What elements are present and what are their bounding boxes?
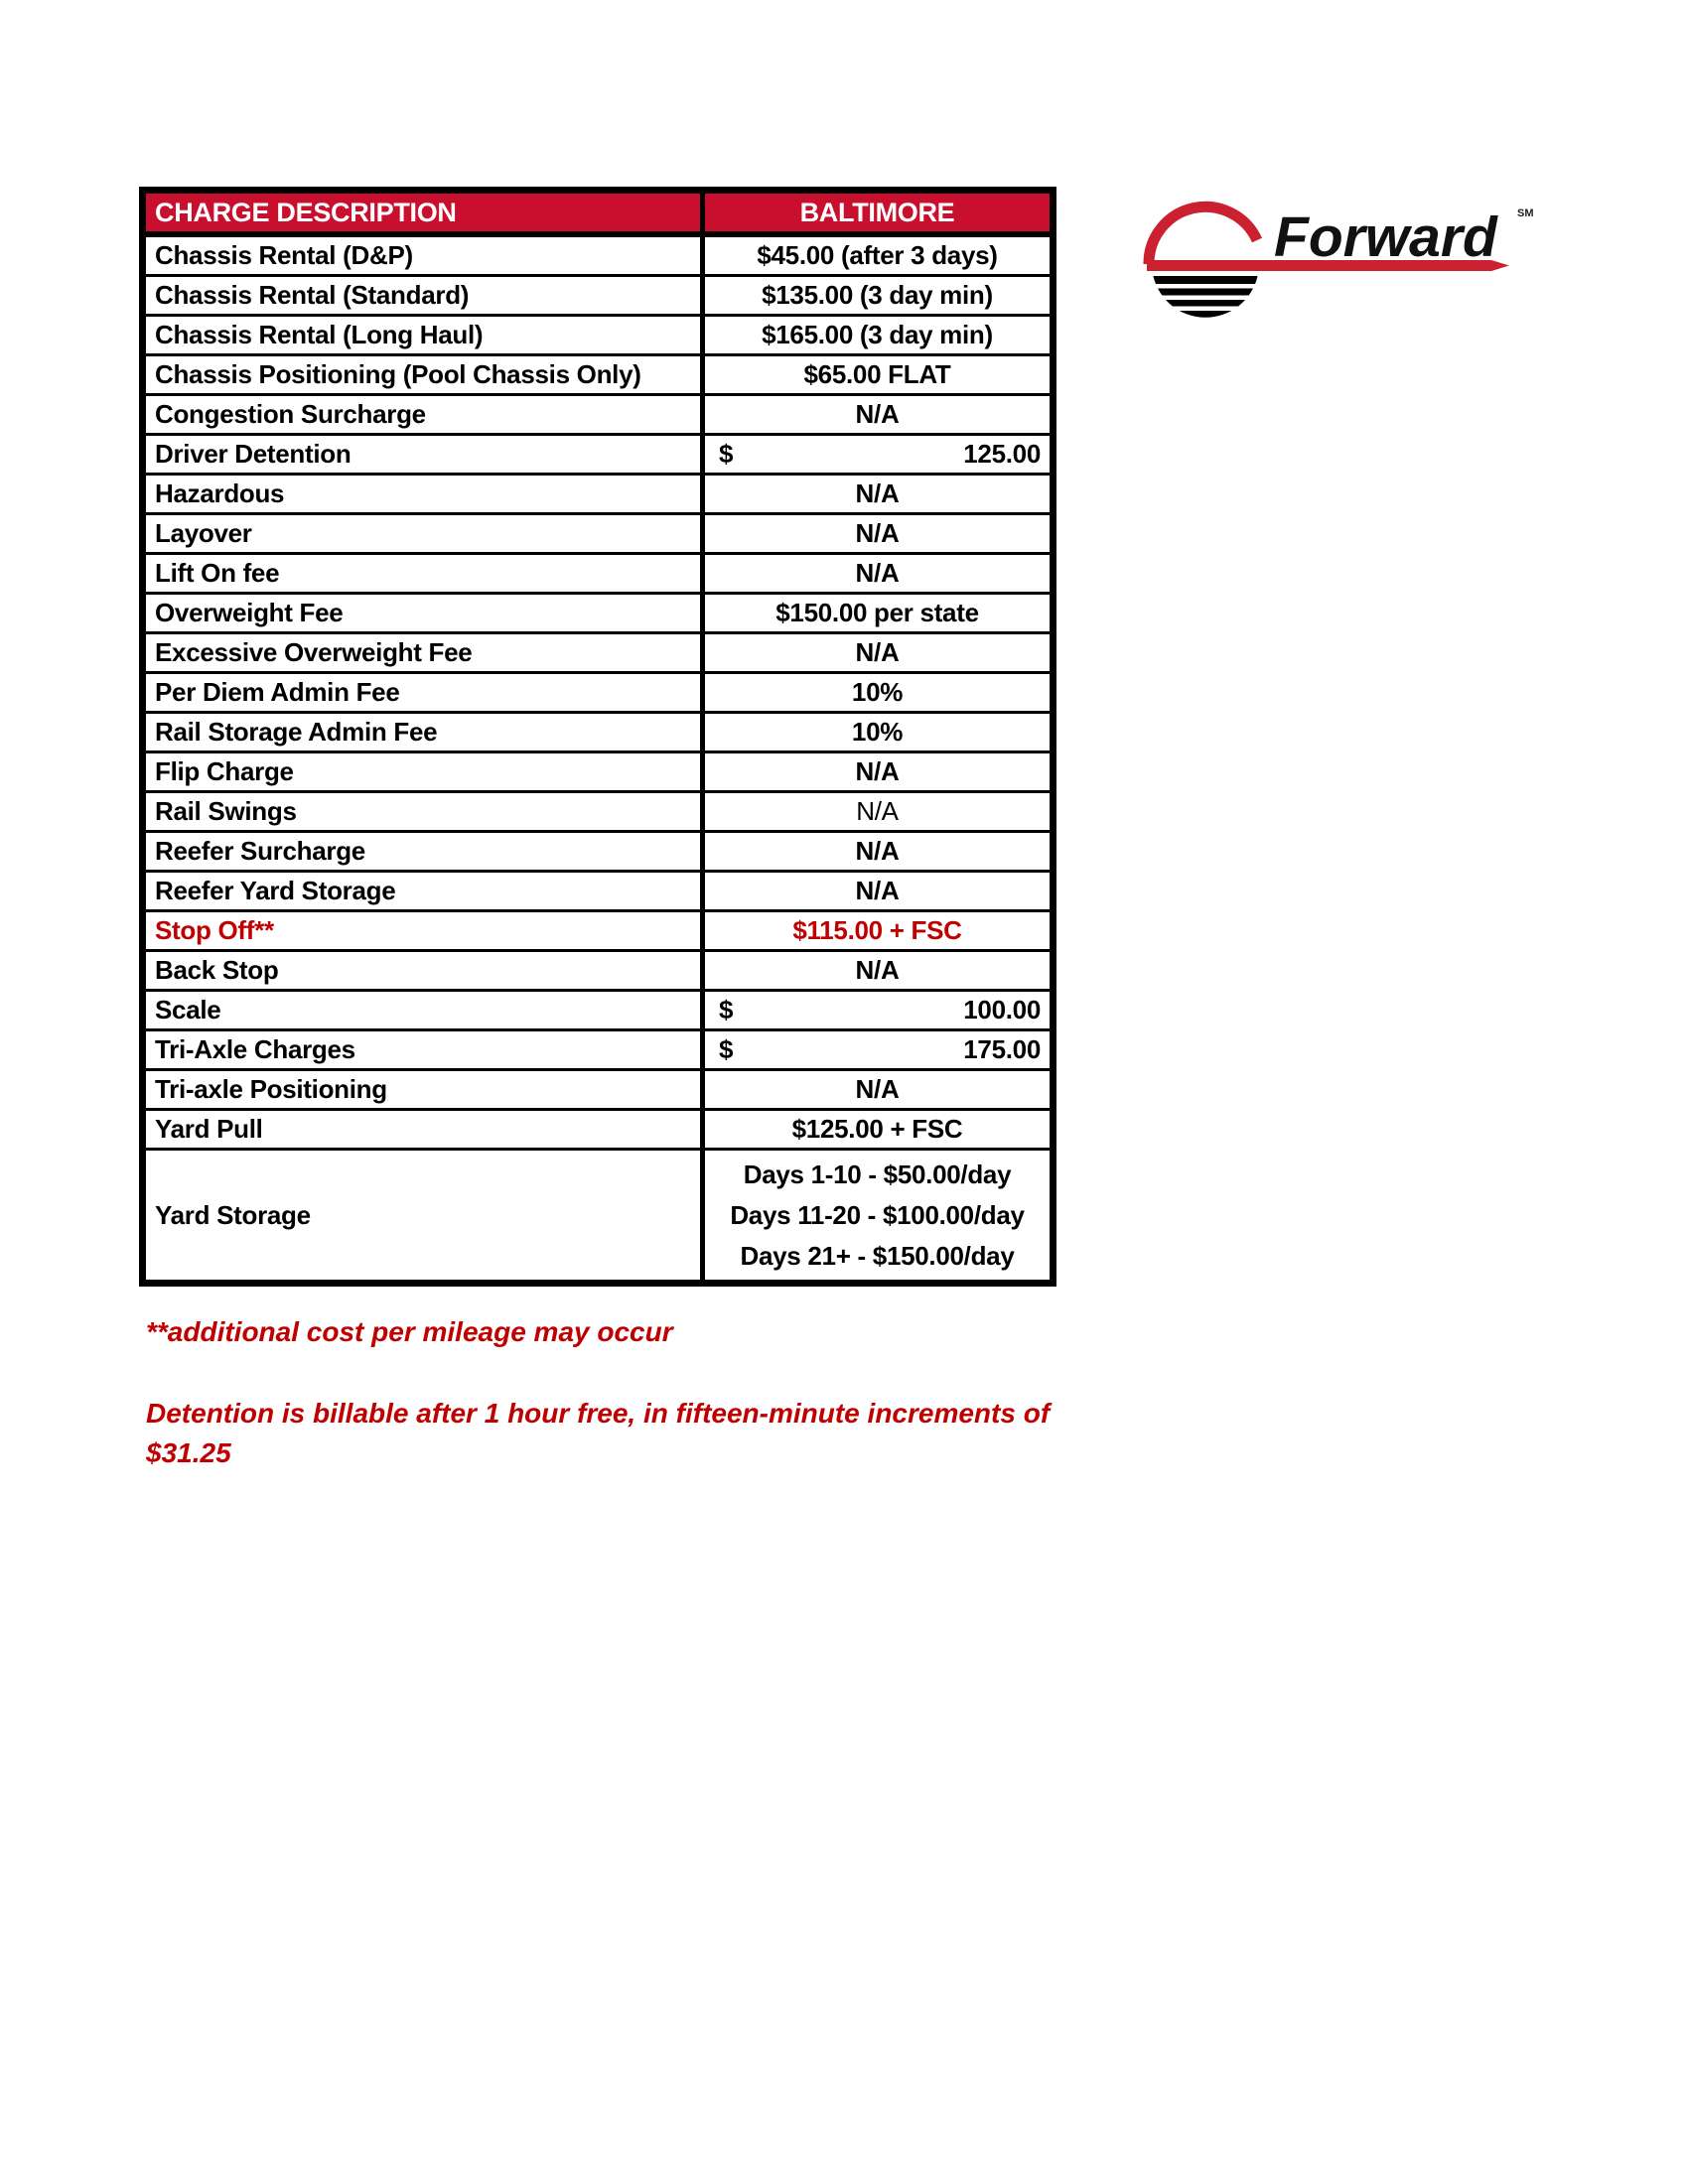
charge-value-cell: N/A <box>700 1071 1050 1108</box>
amount-value: 100.00 <box>963 995 1041 1024</box>
charge-value-cell: 10% <box>700 674 1050 711</box>
forward-air-logo <box>1132 189 1549 338</box>
amount-value: 175.00 <box>963 1034 1041 1064</box>
charge-value-cell <box>700 992 1050 1028</box>
charge-value-cell: N/A <box>700 555 1050 592</box>
value-line: Days 21+ - $150.00/day <box>740 1240 1015 1271</box>
table-row <box>146 912 1050 952</box>
charge-value-cell: $45.00 (after 3 days) <box>700 237 1050 274</box>
charge-value-cell: 10% <box>700 714 1050 751</box>
table-row <box>146 237 1050 277</box>
charge-description-cell: Overweight Fee <box>155 598 344 627</box>
value-line: Days 11-20 - $100.00/day <box>730 1199 1025 1230</box>
table-row <box>146 793 1050 833</box>
charge-description-cell: Flip Charge <box>155 756 294 786</box>
table-row <box>146 873 1050 912</box>
charge-description-header: CHARGE DESCRIPTION <box>146 194 700 231</box>
charge-value-cell: N/A <box>700 396 1050 433</box>
table-row <box>146 555 1050 595</box>
charge-value-cell: $125.00 + FSC <box>700 1111 1050 1148</box>
charge-value-cell: N/A <box>700 793 1050 830</box>
table-row <box>146 634 1050 674</box>
logo-trademark-sm: SM <box>1517 207 1534 219</box>
charge-description-cell: Rail Storage Admin Fee <box>155 717 438 747</box>
table-row <box>146 1031 1050 1071</box>
detention-note-line1: Detention is billable after 1 hour free, in fifteen-minute increments of <box>146 1398 1051 1429</box>
amount-value: 125.00 <box>963 439 1041 469</box>
table-body <box>146 237 1050 1280</box>
charge-description-cell: Tri-Axle Charges <box>155 1034 355 1064</box>
charge-description-cell: Reefer Yard Storage <box>155 876 396 905</box>
charge-value-cell: $135.00 (3 day min) <box>700 277 1050 314</box>
rate-table <box>139 187 1056 1287</box>
charge-value-cell: N/A <box>700 515 1050 552</box>
table-row <box>146 674 1050 714</box>
charge-value-cell: N/A <box>700 634 1050 671</box>
detention-note <box>146 1394 1099 1473</box>
currency-symbol: $ <box>719 1034 734 1064</box>
charge-description-cell: Back Stop <box>155 955 279 985</box>
table-row <box>146 595 1050 634</box>
charge-description-cell: Layover <box>155 518 252 548</box>
charge-value-cell: $65.00 FLAT <box>700 356 1050 393</box>
charge-value-cell: $150.00 per state <box>700 595 1050 631</box>
charge-value-cell: N/A <box>700 873 1050 909</box>
charge-description-cell: Chassis Positioning (Pool Chassis Only) <box>155 359 641 389</box>
charge-value-cell: N/A <box>700 753 1050 790</box>
charge-description-cell: Chassis Rental (Long Haul) <box>155 320 484 349</box>
charge-value-cell: N/A <box>700 952 1050 989</box>
table-row <box>146 952 1050 992</box>
detention-note-line2: $31.25 <box>146 1437 231 1468</box>
charge-description-cell: Yard Pull <box>155 1114 263 1144</box>
charge-description-cell: Lift On fee <box>155 558 280 588</box>
charge-description-cell: Per Diem Admin Fee <box>155 677 400 707</box>
table-row <box>146 833 1050 873</box>
charge-value-cell: N/A <box>700 833 1050 870</box>
table-row <box>146 436 1050 476</box>
charge-description-cell: Chassis Rental (D&P) <box>155 240 413 270</box>
charge-description-cell: Chassis Rental (Standard) <box>155 280 470 310</box>
mileage-note: **additional cost per mileage may occur <box>146 1316 673 1347</box>
charge-description-cell: Driver Detention <box>155 439 352 469</box>
table-row <box>146 1111 1050 1151</box>
footnotes <box>146 1312 1099 1473</box>
table-row <box>146 753 1050 793</box>
table-row <box>146 396 1050 436</box>
charge-description-cell: Stop Off** <box>155 915 274 945</box>
table-row <box>146 1071 1050 1111</box>
charge-description-cell: Rail Swings <box>155 796 297 826</box>
charge-description-cell: Reefer Surcharge <box>155 836 365 866</box>
table-row <box>146 1151 1050 1280</box>
charge-value-cell <box>700 436 1050 473</box>
table-row <box>146 317 1050 356</box>
logo-wordmark: Forward <box>1274 205 1497 269</box>
charge-value-cell <box>700 1031 1050 1068</box>
charge-description-cell: Congestion Surcharge <box>155 399 426 429</box>
charge-value-cell <box>700 1151 1050 1280</box>
charge-value-cell: $115.00 + FSC <box>700 912 1050 949</box>
charge-description-cell: Yard Storage <box>155 1199 311 1230</box>
table-row <box>146 356 1050 396</box>
charge-description-cell: Scale <box>155 995 221 1024</box>
currency-symbol: $ <box>719 995 734 1024</box>
baltimore-header: BALTIMORE <box>700 194 1050 231</box>
charge-value-cell: $165.00 (3 day min) <box>700 317 1050 353</box>
table-row <box>146 515 1050 555</box>
charge-description-cell: Tri-axle Positioning <box>155 1074 387 1104</box>
table-header-row <box>146 194 1050 237</box>
table-row <box>146 277 1050 317</box>
table-row <box>146 476 1050 515</box>
charge-description-cell: Excessive Overweight Fee <box>155 637 473 667</box>
charge-description-cell: Hazardous <box>155 478 285 508</box>
logo-arc <box>1149 206 1257 264</box>
charge-value-cell: N/A <box>700 476 1050 512</box>
table-row <box>146 714 1050 753</box>
table-row <box>146 992 1050 1031</box>
currency-symbol: $ <box>719 439 734 469</box>
value-line: Days 1-10 - $50.00/day <box>743 1159 1012 1189</box>
